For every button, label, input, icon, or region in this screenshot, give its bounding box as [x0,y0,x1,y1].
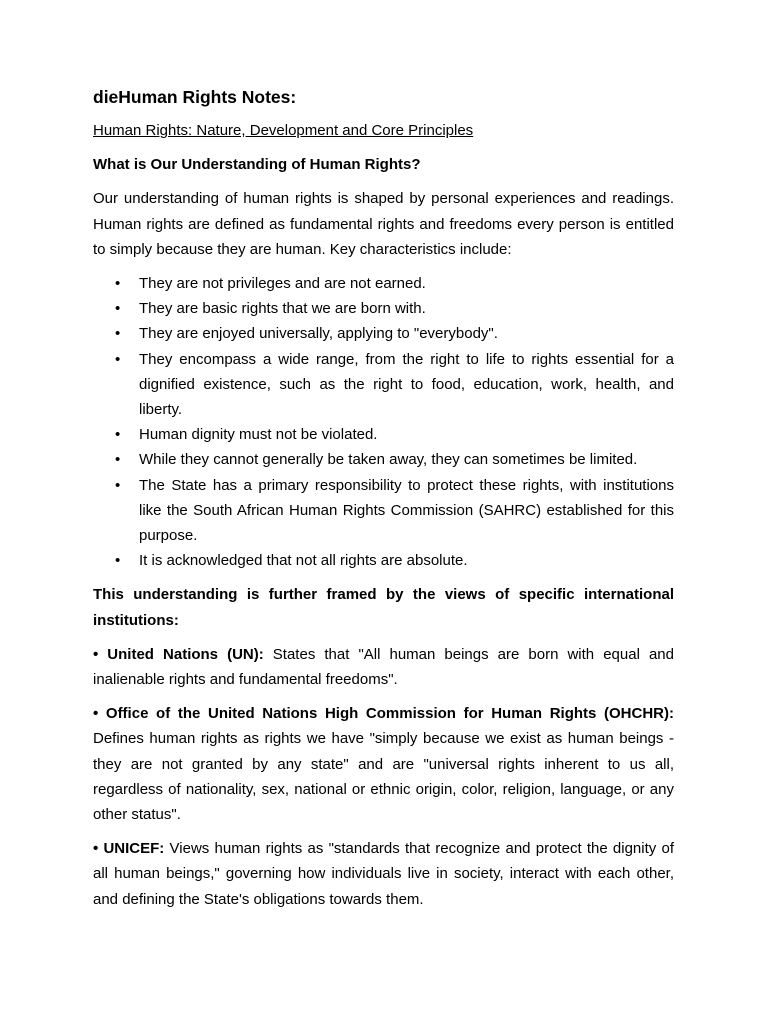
list-item [93,296,674,321]
list-item [93,422,674,447]
list-item-text: Human dignity must not be violated. [139,426,378,444]
bullet-icon: • [115,426,121,444]
intro-paragraph: Our understanding of human rights is shaped by personal experiences and readings. Human rights are defined as fundamental rights and freedoms every person is entitled to simply because they are human. Key characteristics include: [93,190,674,258]
institution-text: States that "All human beings are born with equal and inalienable rights and fundamental freedoms". [93,645,674,689]
list-item [93,347,674,423]
list-item [93,548,674,573]
institution-label: • UNICEF: [93,840,165,858]
list-item [93,473,674,549]
list-item-text: They are basic rights that we are born with. [139,300,426,318]
list-item [93,321,674,346]
list-item-text: While they cannot generally be taken away, they can sometimes be limited. [139,451,638,469]
bullet-icon: • [115,451,121,469]
bullet-icon: • [115,552,121,570]
document-title: dieHuman Rights Notes: [93,87,297,107]
bullet-icon: • [115,275,121,293]
bullet-icon: • [115,350,121,368]
institution-text: Defines human rights as rights we have "simply because we exist as human beings - they are not granted by any state" and are "universal rights inherent to us all, regardless of nationality, sex, national or ethnic origin, color, religion, language, or any other status". [93,730,674,824]
institution-label: • Office of the United Nations High Commission for Human Rights (OHCHR): [93,705,674,723]
bullet-icon: • [115,300,121,318]
institution-ohchr [93,701,674,827]
list-item [93,271,674,296]
institution-un [93,642,674,692]
list-item [93,447,674,472]
institution-unicef [93,836,674,912]
document-subtitle: Human Rights: Nature, Development and Core Principles [93,122,474,139]
framing-paragraph: This understanding is further framed by the views of specific international institutions: [93,586,674,629]
section-heading: What is Our Understanding of Human Rights? [93,156,421,174]
list-item-text: They are not privileges and are not earned. [139,275,426,293]
list-item-text: They are enjoyed universally, applying to "everybody". [139,325,498,343]
characteristics-list [93,271,674,573]
institution-text: Views human rights as "standards that recognize and protect the dignity of all human beings," governing how individuals live in society, interact with each other, and defining the State's obligations towards them. [93,840,675,908]
list-item-text: They encompass a wide range, from the right to life to rights essential for a dignified existence, such as the right to food, education, work, health, and liberty. [139,350,674,419]
list-item-text: It is acknowledged that not all rights are absolute. [139,552,468,570]
bullet-icon: • [115,325,121,343]
document-page [93,86,674,921]
bullet-icon: • [115,476,121,494]
list-item-text: The State has a primary responsibility to protect these rights, with institutions like the South African Human Rights Commission (SAHRC) established for this purpose. [139,476,674,545]
institution-label: • United Nations (UN): [93,645,264,663]
